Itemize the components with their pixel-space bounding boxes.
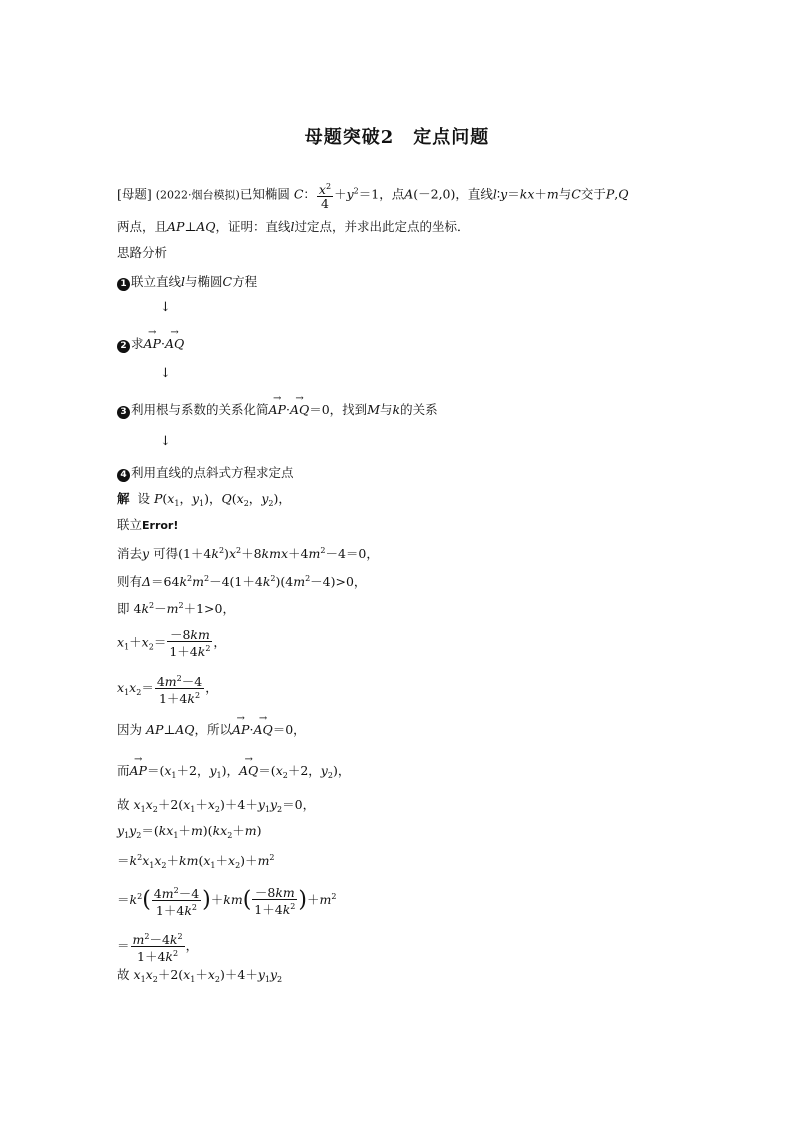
solution-line-sum: $x_1+x_2=$ $\frac{-8km}{1+4k^2}$ ， <box>117 627 226 659</box>
analysis-step-4: 4 利用直线的点斜式方程求定点 <box>117 465 294 482</box>
solution-label: 解 <box>117 491 130 506</box>
solution-line-substitute: $=k^2$( $\frac{4m^2-4}{1+4k^2}$ )＋km( $\frac{-8km}{1+4k^2}$ )$+m^2$ <box>117 884 337 918</box>
flow-arrow-1: ↓ <box>160 300 171 315</box>
ellipse-fraction: $\frac{x^2}{4}$ <box>318 182 332 211</box>
step-4-badge: 4 <box>117 469 130 482</box>
problem-source: (2022·烟台模拟) <box>155 188 240 202</box>
problem-line-1: [母题] (2022·烟台模拟)已知椭圆 C： $\frac{x^2}{4}$ $+y^2=1$，点A(－2,0)，直线l∶y＝kx＋m与C交于P,Q <box>117 182 629 211</box>
solution-line-because: 因为 AP⊥AQ，所以→ AP·→ AQ＝0， <box>117 722 306 738</box>
solution-line-product: $x_1x_2=$ $\frac{4m^2-4}{1+4k^2}$ ， <box>117 674 218 706</box>
solution-line-eliminate: 消去y 可得$(1+4k^2)x^2+8kmx+4m^2-4=0$， <box>117 546 379 561</box>
problem-line-2: 两点，且AP⊥AQ，证明：直线l过定点，并求出此定点的坐标． <box>117 219 470 234</box>
step-2-badge: 2 <box>117 340 130 353</box>
solution-line-result: ＝ $\frac{m^2-4k^2}{1+4k^2}$ ， <box>117 932 199 964</box>
solution-line-hence-1: 故 $x_1x_2+2(x_1+x_2)+4+y_1y_2=0$， <box>117 797 316 814</box>
page-title: 母题突破2 定点问题 <box>304 127 490 148</box>
solution-line-set: 解 设 $P(x_1$，$y_1$)，$Q(x_2$，$y_2$)， <box>117 491 291 508</box>
analysis-step-3: 3 利用根与系数的关系化简→ AP·→ AQ＝0，找到M与k的关系 <box>117 402 438 419</box>
solution-line-y1y2: $y_1y_2=(kx_1+m)(kx_2+m)$ <box>117 823 262 840</box>
analysis-step-1: 1 联立直线l与椭圆C方程 <box>117 274 257 291</box>
solution-line-delta: 则有$\Delta=64k^2m^2-4(1+4k^2)(4m^2-4)>0$， <box>117 574 367 589</box>
solution-line-expand: $=k^2x_1x_2+km(x_1+x_2)+m^2$ <box>117 853 275 870</box>
solution-line-vectors: 而→ $AP=(x_1+2$，$y_1$)，→ $AQ=(x_2+2$，$y_2$)， <box>117 763 350 784</box>
solution-line-ie: 即 $4k^2-m^2+1>0$， <box>117 601 235 616</box>
step-3-badge: 3 <box>117 406 130 419</box>
analysis-step-2: 2 求→ AP·→ AQ <box>117 336 184 353</box>
flow-arrow-3: ↓ <box>160 434 171 449</box>
problem-tag: [母题] <box>117 186 152 202</box>
flow-arrow-2: ↓ <box>160 366 171 381</box>
analysis-heading: 思路分析 <box>117 245 168 260</box>
solution-line-hence-2: 故 $x_1x_2+2(x_1+x_2)+4+y_1y_2$ <box>117 967 283 984</box>
step-1-badge: 1 <box>117 278 130 291</box>
solution-line-joint: 联立Error! <box>117 517 179 532</box>
